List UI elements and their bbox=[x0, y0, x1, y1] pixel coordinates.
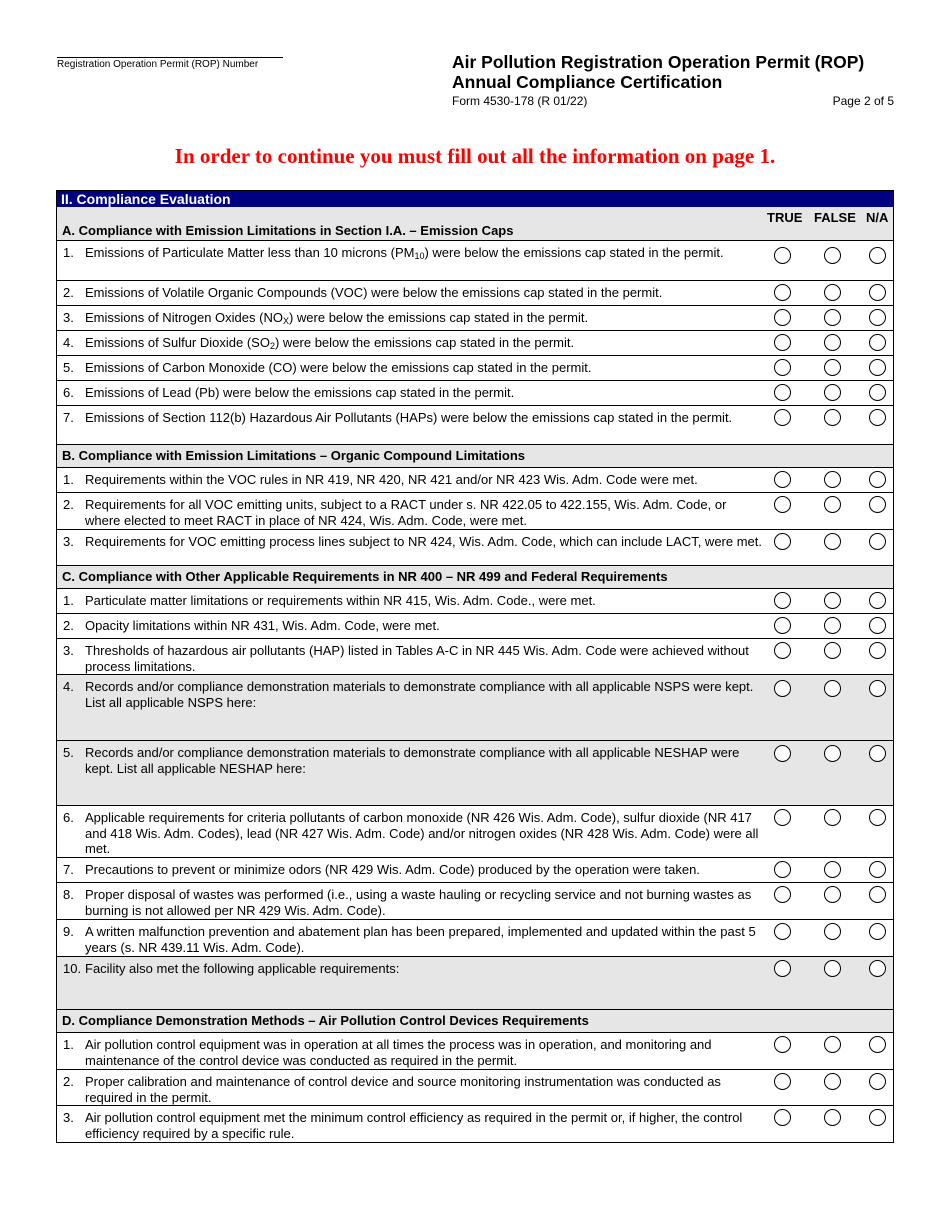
rop-number-label: Registration Operation Permit (ROP) Number bbox=[57, 57, 283, 70]
false-radio[interactable] bbox=[824, 284, 841, 301]
false-radio[interactable] bbox=[824, 617, 841, 634]
subsection-d-title: D. Compliance Demonstration Methods – Air Pollution Control Devices Requirements bbox=[57, 1010, 893, 1033]
warning-message: In order to continue you must fill out all the information on page 1. bbox=[174, 144, 776, 168]
question-row bbox=[57, 356, 893, 381]
true-radio[interactable] bbox=[774, 384, 791, 401]
question-number: 2. bbox=[63, 285, 74, 300]
question-number: 5. bbox=[63, 745, 74, 760]
question-text: Applicable requirements for criteria pollutants of carbon monoxide (NR 426 Wis. Adm. Code), sulfur dioxide (NR 417 and 418 Wis. Adm. Codes), lead (NR 427 Wis. Adm. Code) and/or nitrogen oxides (NR 428 Wis. Adm. Code) were all met. bbox=[85, 810, 759, 856]
true-radio[interactable] bbox=[774, 745, 791, 762]
question-row bbox=[57, 1106, 893, 1142]
true-radio[interactable] bbox=[774, 309, 791, 326]
col-na-label: N/A bbox=[866, 210, 889, 225]
question-text: Precautions to prevent or minimize odors (NR 429 Wis. Adm. Code) produced by the operation were taken. bbox=[85, 862, 700, 877]
question-row bbox=[57, 1070, 893, 1106]
question-row bbox=[57, 614, 893, 639]
question-row bbox=[57, 589, 893, 614]
question-text: A written malfunction prevention and abatement plan has been prepared, implemented and updated within the past 5 years (s. NR 439.11 Wis. Adm. Code). bbox=[85, 924, 756, 955]
question-row bbox=[57, 806, 893, 858]
false-radio[interactable] bbox=[824, 384, 841, 401]
question-number: 6. bbox=[63, 810, 74, 825]
true-radio[interactable] bbox=[774, 861, 791, 878]
na-radio[interactable] bbox=[869, 284, 886, 301]
question-number: 7. bbox=[63, 862, 74, 877]
question-text: Records and/or compliance demonstration materials to demonstrate compliance with all applicable NSPS were kept. List all applicable NSPS here: bbox=[85, 679, 754, 710]
question-row bbox=[57, 468, 893, 493]
question-number: 1. bbox=[63, 593, 74, 608]
form-title-line2: Annual Compliance Certification bbox=[452, 72, 723, 92]
false-radio[interactable] bbox=[824, 471, 841, 488]
true-radio[interactable] bbox=[774, 680, 791, 697]
false-radio[interactable] bbox=[824, 359, 841, 376]
compliance-evaluation-table bbox=[56, 190, 894, 1143]
question-number: 4. bbox=[63, 335, 74, 350]
na-radio[interactable] bbox=[869, 384, 886, 401]
false-radio[interactable] bbox=[824, 533, 841, 550]
question-text: Facility also met the following applicable requirements: bbox=[85, 961, 400, 976]
question-number: 3. bbox=[63, 643, 74, 658]
col-false-label: FALSE bbox=[814, 210, 856, 225]
question-row bbox=[57, 331, 893, 356]
question-number: 7. bbox=[63, 410, 74, 425]
na-radio[interactable] bbox=[869, 886, 886, 903]
question-text: Emissions of Nitrogen Oxides $(NO_X)$ were below the emissions cap stated in the permit. bbox=[85, 310, 589, 326]
false-radio[interactable] bbox=[824, 642, 841, 659]
question-row bbox=[57, 530, 893, 566]
question-number: 1. bbox=[63, 1037, 74, 1052]
true-radio[interactable] bbox=[774, 334, 791, 351]
na-radio[interactable] bbox=[869, 334, 886, 351]
col-true-label: TRUE bbox=[767, 210, 803, 225]
true-radio[interactable] bbox=[774, 496, 791, 513]
false-radio[interactable] bbox=[824, 809, 841, 826]
true-radio[interactable] bbox=[774, 617, 791, 634]
question-text: Records and/or compliance demonstration materials to demonstrate compliance with all applicable NESHAP were kept. List all applicable NESHAP here: bbox=[85, 745, 740, 776]
true-radio[interactable] bbox=[774, 533, 791, 550]
form-number: Form 4530-178 (R 01/22) bbox=[452, 94, 588, 108]
false-radio[interactable] bbox=[824, 334, 841, 351]
question-row bbox=[57, 306, 893, 331]
na-radio[interactable] bbox=[869, 592, 886, 609]
question-row bbox=[57, 675, 893, 741]
question-number: 1. bbox=[63, 245, 74, 260]
question-number: 3. bbox=[63, 1110, 74, 1125]
na-radio[interactable] bbox=[869, 359, 886, 376]
question-row bbox=[57, 1033, 893, 1070]
section-title: II. Compliance Evaluation bbox=[57, 191, 893, 207]
false-radio[interactable] bbox=[824, 960, 841, 977]
na-radio[interactable] bbox=[869, 1036, 886, 1053]
question-number: 2. bbox=[63, 618, 74, 633]
false-radio[interactable] bbox=[824, 247, 841, 264]
question-number: 3. bbox=[63, 534, 74, 549]
question-row bbox=[57, 281, 893, 306]
true-radio[interactable] bbox=[774, 886, 791, 903]
question-number: 5. bbox=[63, 360, 74, 375]
question-number: 2. bbox=[63, 497, 74, 512]
false-radio[interactable] bbox=[824, 1036, 841, 1053]
form-title bbox=[452, 52, 902, 92]
question-number: 2. bbox=[63, 1074, 74, 1089]
na-radio[interactable] bbox=[869, 745, 886, 762]
na-radio[interactable] bbox=[869, 861, 886, 878]
question-number: 3. bbox=[63, 310, 74, 325]
question-text: Emissions of Lead (Pb) were below the emissions cap stated in the permit. bbox=[85, 385, 515, 400]
false-radio[interactable] bbox=[824, 745, 841, 762]
question-text: Emissions of Section 112(b) Hazardous Air Pollutants (HAPs) were below the emissions cap stated in the permit. bbox=[85, 410, 733, 425]
true-radio[interactable] bbox=[774, 409, 791, 426]
false-radio[interactable] bbox=[824, 1073, 841, 1090]
true-radio[interactable] bbox=[774, 247, 791, 264]
question-text: Thresholds of hazardous air pollutants (HAP) listed in Tables A-C in NR 445 Wis. Adm. Code were achieved without process limitations. bbox=[85, 643, 749, 674]
question-row bbox=[57, 920, 893, 957]
question-number: 1. bbox=[63, 472, 74, 487]
question-text: Requirements for all VOC emitting units, subject to a RACT under s. NR 422.05 to 422.155, Wis. Adm. Code, or where elected to meet RACT in place of NR 424, Wis. Adm. Code, were met. bbox=[85, 497, 727, 528]
question-number: 6. bbox=[63, 385, 74, 400]
question-text: Opacity limitations within NR 431, Wis. Adm. Code, were met. bbox=[85, 618, 440, 633]
question-text: Air pollution control equipment was in operation at all times the process was in operation, and monitoring and maintenance of the control device was conducted as required in the permit. bbox=[85, 1037, 712, 1068]
question-row bbox=[57, 741, 893, 806]
question-row bbox=[57, 883, 893, 920]
true-radio[interactable] bbox=[774, 471, 791, 488]
false-radio[interactable] bbox=[824, 861, 841, 878]
true-radio[interactable] bbox=[774, 809, 791, 826]
question-text: Requirements for VOC emitting process lines subject to NR 424, Wis. Adm. Code, which can include LACT, were met. bbox=[85, 534, 763, 549]
na-radio[interactable] bbox=[869, 471, 886, 488]
form-title-line1: Air Pollution Registration Operation Permit (ROP) bbox=[452, 52, 865, 72]
question-text: Emissions of Carbon Monoxide (CO) were below the emissions cap stated in the permit. bbox=[85, 360, 592, 375]
na-radio[interactable] bbox=[869, 247, 886, 264]
question-number: 4. bbox=[63, 679, 74, 694]
true-radio[interactable] bbox=[774, 284, 791, 301]
false-radio[interactable] bbox=[824, 1109, 841, 1126]
question-text: Particulate matter limitations or requirements within NR 415, Wis. Adm. Code., were met. bbox=[85, 593, 596, 608]
false-radio[interactable] bbox=[824, 409, 841, 426]
subsection-a-header bbox=[57, 207, 893, 241]
false-radio[interactable] bbox=[824, 309, 841, 326]
subsection-a-title: A. Compliance with Emission Limitations in Section I.A. – Emission Caps bbox=[62, 223, 514, 238]
na-radio[interactable] bbox=[869, 960, 886, 977]
na-radio[interactable] bbox=[869, 923, 886, 940]
na-radio[interactable] bbox=[869, 409, 886, 426]
na-radio[interactable] bbox=[869, 680, 886, 697]
question-number: 8. bbox=[63, 887, 74, 902]
na-radio[interactable] bbox=[869, 496, 886, 513]
question-text: Proper calibration and maintenance of control device and source monitoring instrumentation was conducted as required in the permit. bbox=[85, 1074, 721, 1105]
question-row bbox=[57, 957, 893, 1010]
true-radio[interactable] bbox=[774, 592, 791, 609]
true-radio[interactable] bbox=[774, 1073, 791, 1090]
question-text: Air pollution control equipment met the minimum control efficiency as required in the permit or, if higher, the control efficiency required by a specific rule. bbox=[85, 1110, 743, 1141]
false-radio[interactable] bbox=[824, 592, 841, 609]
question-row bbox=[57, 639, 893, 675]
false-radio[interactable] bbox=[824, 680, 841, 697]
question-row bbox=[57, 381, 893, 406]
true-radio[interactable] bbox=[774, 923, 791, 940]
question-row bbox=[57, 406, 893, 445]
na-radio[interactable] bbox=[869, 309, 886, 326]
page-number: Page 2 of 5 bbox=[832, 94, 894, 108]
question-number: 9. bbox=[63, 924, 74, 939]
na-radio[interactable] bbox=[869, 642, 886, 659]
true-radio[interactable] bbox=[774, 1109, 791, 1126]
true-radio[interactable] bbox=[774, 1036, 791, 1053]
false-radio[interactable] bbox=[824, 496, 841, 513]
question-row bbox=[57, 493, 893, 530]
question-text: Emissions of Volatile Organic Compounds (VOC) were below the emissions cap stated in the permit. bbox=[85, 285, 663, 300]
na-radio[interactable] bbox=[869, 1073, 886, 1090]
question-text: Emissions of Particulate Matter less than 10 microns $(PM_{10})$ were below the emissions cap stated in the permit. bbox=[85, 245, 724, 261]
question-text: Requirements within the VOC rules in NR 419, NR 420, NR 421 and/or NR 423 Wis. Adm. Code were met. bbox=[85, 472, 698, 487]
question-text: Proper disposal of wastes was performed (i.e., using a waste hauling or recycling service and not burning wastes as burning is not allowed per NR 429 Wis. Adm. Code). bbox=[85, 887, 752, 918]
question-row bbox=[57, 858, 893, 883]
false-radio[interactable] bbox=[824, 886, 841, 903]
true-radio[interactable] bbox=[774, 960, 791, 977]
subsection-b-title: B. Compliance with Emission Limitations – Organic Compound Limitations bbox=[57, 445, 893, 468]
na-radio[interactable] bbox=[869, 809, 886, 826]
na-radio[interactable] bbox=[869, 533, 886, 550]
na-radio[interactable] bbox=[869, 617, 886, 634]
question-row bbox=[57, 241, 893, 281]
question-text: Emissions of Sulfur Dioxide $(SO_2)$ were below the emissions cap stated in the permit. bbox=[85, 335, 575, 351]
false-radio[interactable] bbox=[824, 923, 841, 940]
true-radio[interactable] bbox=[774, 359, 791, 376]
subsection-c-title: C. Compliance with Other Applicable Requirements in NR 400 – NR 499 and Federal Requirements bbox=[57, 566, 893, 589]
question-number: 10. bbox=[63, 961, 82, 976]
true-radio[interactable] bbox=[774, 642, 791, 659]
na-radio[interactable] bbox=[869, 1109, 886, 1126]
